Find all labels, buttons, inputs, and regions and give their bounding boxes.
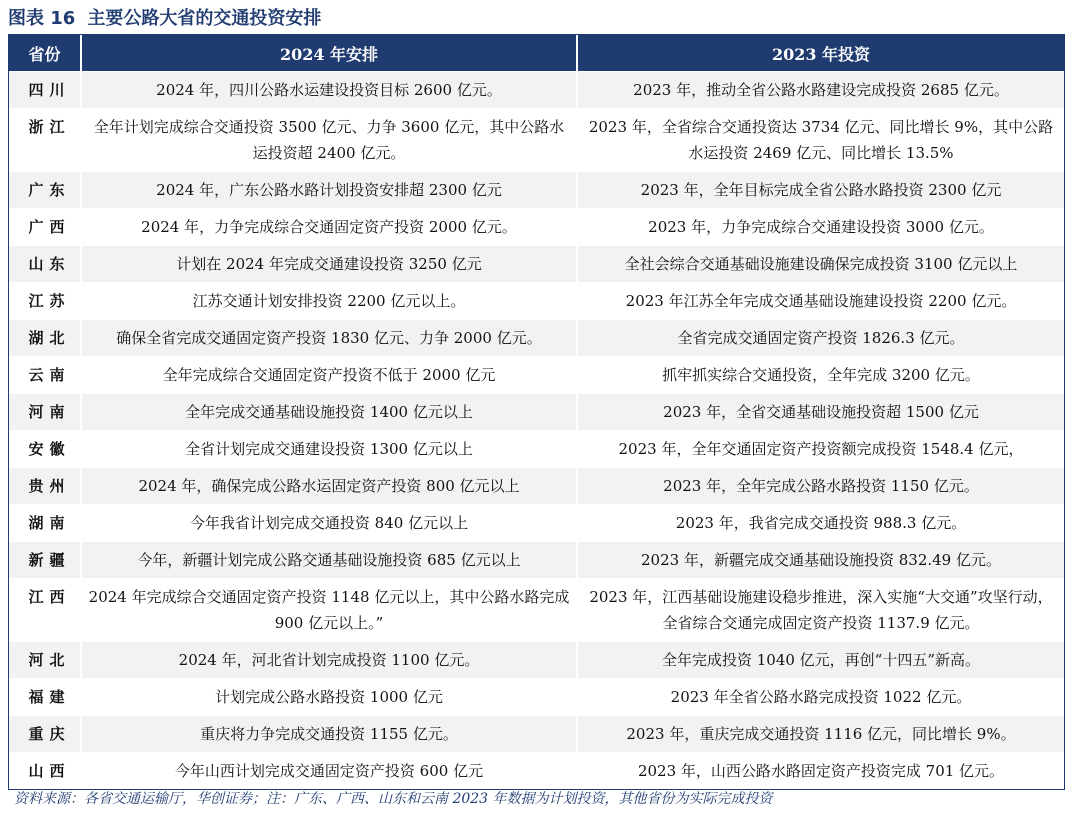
- plan-2024-cell: 计划在 2024 年完成交通建设投资 3250 亿元: [81, 246, 577, 283]
- table-row: [9, 679, 1064, 716]
- invest-2023-cell: 2023 年，我省完成交通投资 988.3 亿元。: [577, 505, 1064, 542]
- province-cell: 湖南: [9, 505, 81, 542]
- table-row: [9, 579, 1064, 642]
- figure-title-text: 主要公路大省的交通投资安排: [87, 8, 322, 29]
- table-row: [9, 320, 1064, 357]
- invest-2023-cell: 2023 年，山西公路水路固定资产投资完成 701 亿元。: [577, 753, 1064, 790]
- table-row: [9, 505, 1064, 542]
- plan-2024-cell: 计划完成公路水路投资 1000 亿元: [81, 679, 577, 716]
- table-row: [9, 542, 1064, 579]
- plan-2024-cell: 今年，新疆计划完成公路交通基础设施投资 685 亿元以上: [81, 542, 577, 579]
- province-cell: 河北: [9, 642, 81, 679]
- province-cell: 河南: [9, 394, 81, 431]
- invest-2023-cell: 全省完成交通固定资产投资 1826.3 亿元。: [577, 320, 1064, 357]
- invest-2023-cell: 2023 年，力争完成综合交通建设投资 3000 亿元。: [577, 209, 1064, 246]
- table-row: [9, 109, 1064, 172]
- table-row: [9, 753, 1064, 790]
- table-row: [9, 246, 1064, 283]
- figure-title: [8, 4, 321, 34]
- province-cell: 福建: [9, 679, 81, 716]
- province-cell: 广东: [9, 172, 81, 209]
- invest-2023-cell: 2023 年，全省综合交通投资达 3734 亿元、同比增长 9%，其中公路水运投资 2469 亿元、同比增长 13.5%: [577, 109, 1064, 172]
- plan-2024-cell: 今年我省计划完成交通投资 840 亿元以上: [81, 505, 577, 542]
- province-cell: 安徽: [9, 431, 81, 468]
- province-cell: 江苏: [9, 283, 81, 320]
- source-note: 资料来源：各省交通运输厅，华创证券；注：广东、广西、山东和云南 2023 年数据为计划投资，其他省份为实际完成投资: [14, 791, 773, 807]
- table-row: [9, 716, 1064, 753]
- plan-2024-cell: 全年完成综合交通固定资产投资不低于 2000 亿元: [81, 357, 577, 394]
- table-row: [9, 172, 1064, 209]
- invest-2023-cell: 2023 年，新疆完成交通基础设施投资 832.49 亿元。: [577, 542, 1064, 579]
- invest-2023-cell: 全社会综合交通基础设施建设确保完成投资 3100 亿元以上: [577, 246, 1064, 283]
- invest-2023-cell: 2023 年，全年交通固定资产投资额完成投资 1548.4 亿元，: [577, 431, 1064, 468]
- province-cell: 广西: [9, 209, 81, 246]
- plan-2024-cell: 全省计划完成交通建设投资 1300 亿元以上: [81, 431, 577, 468]
- province-cell: 山西: [9, 753, 81, 790]
- province-cell: 江西: [9, 579, 81, 642]
- province-cell: 浙江: [9, 109, 81, 172]
- table-row: [9, 394, 1064, 431]
- province-cell: 山东: [9, 246, 81, 283]
- invest-2023-cell: 2023 年，江西基础设施建设稳步推进，深入实施“大交通”攻坚行动，全省综合交通完成固定资产投资 1137.9 亿元。: [577, 579, 1064, 642]
- invest-2023-cell: 2023 年江苏全年完成交通基础设施建设投资 2200 亿元。: [577, 283, 1064, 320]
- table-row: [9, 357, 1064, 394]
- plan-2024-cell: 2024 年完成综合交通固定资产投资 1148 亿元以上，其中公路水路完成 900 亿元以上。”: [81, 579, 577, 642]
- invest-2023-cell: 全年完成投资 1040 亿元，再创“十四五”新高。: [577, 642, 1064, 679]
- province-cell: 云南: [9, 357, 81, 394]
- province-cell: 贵州: [9, 468, 81, 505]
- figure-label: 图表 16: [8, 8, 76, 29]
- table-row: [9, 468, 1064, 505]
- province-cell: 四川: [9, 72, 81, 109]
- table-body: [9, 72, 1064, 790]
- province-cell: 新疆: [9, 542, 81, 579]
- table-row: [9, 642, 1064, 679]
- investment-table: [9, 35, 1064, 789]
- plan-2024-cell: 确保全省完成交通固定资产投资 1830 亿元、力争 2000 亿元。: [81, 320, 577, 357]
- table-row: [9, 209, 1064, 246]
- table-row: [9, 72, 1064, 109]
- invest-2023-cell: 2023 年，全省交通基础设施投资超 1500 亿元: [577, 394, 1064, 431]
- plan-2024-cell: 今年山西计划完成交通固定资产投资 600 亿元: [81, 753, 577, 790]
- table-row: [9, 431, 1064, 468]
- invest-2023-cell: 2023 年，全年目标完成全省公路水路投资 2300 亿元: [577, 172, 1064, 209]
- plan-2024-cell: 重庆将力争完成交通投资 1155 亿元。: [81, 716, 577, 753]
- header-province: 省份: [9, 35, 81, 72]
- plan-2024-cell: 2024 年，四川公路水运建设投资目标 2600 亿元。: [81, 72, 577, 109]
- header-invest-2023: 2023 年投资: [577, 35, 1064, 72]
- table-row: [9, 283, 1064, 320]
- province-cell: 重庆: [9, 716, 81, 753]
- investment-table-container: [8, 34, 1065, 790]
- invest-2023-cell: 2023 年，重庆完成交通投资 1116 亿元，同比增长 9%。: [577, 716, 1064, 753]
- plan-2024-cell: 2024 年，河北省计划完成投资 1100 亿元。: [81, 642, 577, 679]
- header-plan-2024: 2024 年安排: [81, 35, 577, 72]
- plan-2024-cell: 全年完成交通基础设施投资 1400 亿元以上: [81, 394, 577, 431]
- plan-2024-cell: 2024 年，广东公路水路计划投资安排超 2300 亿元: [81, 172, 577, 209]
- table-header-row: [9, 35, 1064, 72]
- invest-2023-cell: 2023 年，推动全省公路水路建设完成投资 2685 亿元。: [577, 72, 1064, 109]
- invest-2023-cell: 抓牢抓实综合交通投资，全年完成 3200 亿元。: [577, 357, 1064, 394]
- plan-2024-cell: 2024 年，确保完成公路水运固定资产投资 800 亿元以上: [81, 468, 577, 505]
- plan-2024-cell: 2024 年，力争完成综合交通固定资产投资 2000 亿元。: [81, 209, 577, 246]
- plan-2024-cell: 全年计划完成综合交通投资 3500 亿元、力争 3600 亿元，其中公路水运投资超 2400 亿元。: [81, 109, 577, 172]
- invest-2023-cell: 2023 年全省公路水路完成投资 1022 亿元。: [577, 679, 1064, 716]
- province-cell: 湖北: [9, 320, 81, 357]
- invest-2023-cell: 2023 年，全年完成公路水路投资 1150 亿元。: [577, 468, 1064, 505]
- plan-2024-cell: 江苏交通计划安排投资 2200 亿元以上。: [81, 283, 577, 320]
